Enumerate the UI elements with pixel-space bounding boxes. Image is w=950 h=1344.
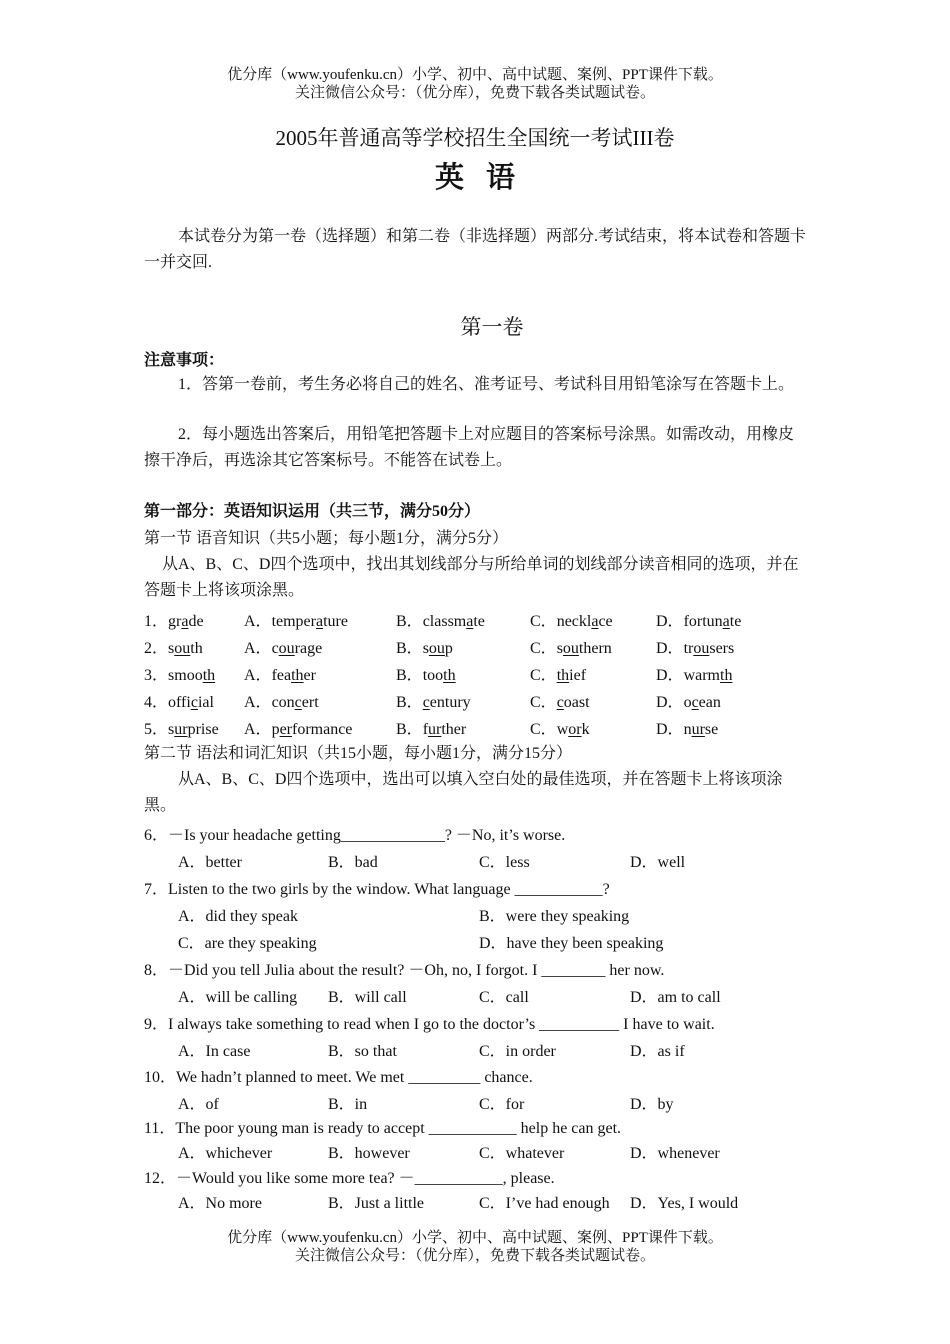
word-suffix: sers bbox=[709, 640, 735, 657]
word-suffix: ial bbox=[197, 694, 214, 711]
question-10-option-c[interactable]: C．for bbox=[479, 1096, 525, 1113]
underlined-sound: a bbox=[181, 613, 189, 630]
underlined-sound: ou bbox=[428, 640, 445, 657]
phonetic-4-option-c[interactable] bbox=[530, 689, 590, 712]
word-prefix: con bbox=[271, 694, 295, 711]
word-suffix: k bbox=[581, 721, 590, 738]
option-letter: C． bbox=[530, 694, 557, 711]
word-prefix: warm bbox=[683, 667, 720, 684]
question-8-option-d[interactable]: D．am to call bbox=[630, 989, 721, 1006]
question-12-option-b[interactable]: B．Just a little bbox=[328, 1195, 425, 1212]
question-11-option-a[interactable]: A．whichever bbox=[178, 1145, 273, 1162]
question-6-option-d[interactable]: D．well bbox=[630, 854, 686, 871]
underlined-sound: th bbox=[556, 667, 570, 684]
option-letter: C． bbox=[530, 640, 557, 657]
phonetic-3-option-b[interactable] bbox=[396, 662, 456, 685]
notice-item-1: 1．答第一卷前，考生务必将自己的姓名、准考证号、考试科目用铅笔涂写在答题卡上。 bbox=[178, 376, 795, 393]
question-12-option-a[interactable]: A．No more bbox=[178, 1195, 262, 1212]
word-prefix: s bbox=[556, 640, 563, 657]
word-prefix: c bbox=[271, 640, 279, 657]
question-6-option-c[interactable]: C．less bbox=[479, 854, 530, 871]
underlined-sound: c bbox=[556, 694, 564, 711]
word-suffix: te bbox=[729, 613, 742, 630]
volume-heading: 第一卷 bbox=[460, 315, 524, 339]
phonetic-3-option-a[interactable] bbox=[244, 662, 316, 685]
word-prefix: offi bbox=[168, 694, 191, 711]
header-line-2: 关注微信公众号：（优分库），免费下载各类试题试卷。 bbox=[294, 85, 655, 101]
underlined-sound: th bbox=[720, 667, 733, 684]
underlined-sound: ou bbox=[562, 640, 579, 657]
word-prefix: p bbox=[271, 721, 280, 738]
phonetic-3-option-d[interactable] bbox=[656, 662, 732, 685]
word-prefix: w bbox=[556, 721, 569, 738]
footer-line-2: 关注微信公众号：（优分库），免费下载各类试题试卷。 bbox=[294, 1248, 655, 1264]
underlined-sound: th bbox=[291, 667, 304, 684]
question-9-option-a[interactable]: A．In case bbox=[178, 1043, 251, 1060]
question-10-option-d[interactable]: D．by bbox=[630, 1096, 674, 1113]
underlined-sound: a bbox=[466, 613, 474, 630]
phonetic-4-option-a[interactable] bbox=[244, 689, 319, 712]
word-prefix: o bbox=[683, 694, 692, 711]
exam-subject: 英语 bbox=[434, 162, 537, 194]
exam-title: 2005年普通高等学校招生全国统一考试III卷 bbox=[275, 126, 675, 150]
question-11-option-d[interactable]: D．whenever bbox=[630, 1145, 720, 1162]
question-12-option-c[interactable]: C．I’ve had enough bbox=[479, 1195, 610, 1212]
phonetic-question-5 bbox=[144, 716, 219, 739]
phonetic-4-option-b[interactable] bbox=[396, 689, 471, 712]
underlined-sound: c bbox=[190, 694, 198, 711]
notice-item-2: 2．每小题选出答案后，用铅笔把答题卡上对应题目的答案标号涂黑。如需改动，用橡皮擦干净后，再选涂其它答案标号。不能答在试卷上。 bbox=[144, 426, 795, 469]
question-9-option-c[interactable]: C．in order bbox=[479, 1043, 556, 1060]
option-letter: A． bbox=[244, 613, 272, 630]
option-letter: C． bbox=[530, 721, 557, 738]
option-letter: D． bbox=[656, 694, 684, 711]
phonetic-2-option-d[interactable] bbox=[656, 635, 734, 658]
phonetic-question-4 bbox=[144, 689, 214, 712]
option-letter: C． bbox=[530, 613, 557, 630]
option-letter: B． bbox=[396, 721, 423, 738]
option-letter: D． bbox=[656, 613, 684, 630]
word-prefix: fortun bbox=[683, 613, 723, 630]
question-6-option-b[interactable]: B．bad bbox=[328, 854, 378, 871]
option-letter: A． bbox=[244, 640, 272, 657]
question-8-option-c[interactable]: C．call bbox=[479, 989, 529, 1006]
word-prefix: classm bbox=[422, 613, 467, 630]
word-prefix: neckl bbox=[556, 613, 592, 630]
question-10-stem: 10．We hadn’t planned to meet. We met _________ chance. bbox=[144, 1069, 533, 1086]
word-suffix: ief bbox=[569, 667, 587, 684]
underlined-sound: a bbox=[315, 613, 324, 630]
word-suffix: ther bbox=[441, 721, 467, 738]
word-suffix: ture bbox=[323, 613, 348, 630]
word-prefix: tr bbox=[683, 640, 694, 657]
underlined-sound: a bbox=[722, 613, 730, 630]
question-8-stem: 8．－Did you tell Julia about the result? －Oh, no, I forgot. I ________ her now. bbox=[144, 962, 665, 979]
footer-line-1: 优分库（www.youfenku.cn）小学、初中、高中试题、案例、PPT课件下载。 bbox=[227, 1230, 723, 1246]
word-suffix: oast bbox=[563, 694, 590, 711]
word-prefix: too bbox=[422, 667, 444, 684]
phonetic-question-2 bbox=[144, 635, 203, 658]
word-prefix: temper bbox=[271, 613, 316, 630]
word-prefix: s bbox=[168, 721, 175, 738]
question-number: 4． bbox=[144, 694, 169, 711]
phonetic-2-option-c[interactable] bbox=[530, 635, 612, 658]
question-7-option-a[interactable]: A．did they speak bbox=[178, 908, 298, 925]
section2-heading: 第二节 语法和词汇知识（共15小题，每小题1分，满分15分） bbox=[144, 745, 573, 762]
word-prefix: s bbox=[422, 640, 429, 657]
question-8-option-a[interactable]: A．will be calling bbox=[178, 989, 298, 1006]
exam-intro: 本试卷分为第一卷（选择题）和第二卷（非选择题）两部分.考试结束，将本试卷和答题卡一并交回. bbox=[144, 228, 807, 271]
phonetic-2-option-b[interactable] bbox=[396, 635, 453, 658]
phonetic-5-option-c[interactable] bbox=[530, 716, 590, 739]
underlined-sound: c bbox=[294, 694, 302, 711]
underlined-sound: th bbox=[443, 667, 456, 684]
question-7-option-c[interactable]: C．are they speaking bbox=[178, 935, 317, 952]
phonetic-1-option-b[interactable] bbox=[396, 608, 485, 631]
option-letter: D． bbox=[656, 667, 684, 684]
phonetic-5-option-b[interactable] bbox=[396, 716, 466, 739]
section2-instruction: 从A、B、C、D四个选项中，选出可以填入空白处的最佳选项，并在答题卡上将该项涂黑。 bbox=[144, 771, 783, 814]
option-letter: B． bbox=[396, 640, 423, 657]
option-letter: B． bbox=[396, 613, 423, 630]
word-suffix: er bbox=[303, 667, 316, 684]
question-7-option-b[interactable]: B．were they speaking bbox=[479, 908, 630, 925]
word-suffix: entury bbox=[429, 694, 471, 711]
word-prefix: s bbox=[168, 640, 175, 657]
underlined-sound: ou bbox=[174, 640, 191, 657]
phonetic-1-option-a[interactable] bbox=[244, 608, 348, 631]
underlined-sound: ur bbox=[428, 721, 442, 738]
question-9-option-d[interactable]: D．as if bbox=[630, 1043, 685, 1060]
word-suffix: prise bbox=[187, 721, 219, 738]
phonetic-1-option-c[interactable] bbox=[530, 608, 613, 631]
option-letter: B． bbox=[396, 667, 423, 684]
word-prefix: f bbox=[422, 721, 429, 738]
question-number: 1． bbox=[144, 613, 169, 630]
underlined-sound: ou bbox=[278, 640, 295, 657]
question-9-stem: 9．I always take something to read when I go to the doctor’s __________ I have to wait. bbox=[144, 1016, 715, 1033]
phonetic-4-option-d[interactable] bbox=[656, 689, 721, 712]
option-letter: A． bbox=[244, 721, 272, 738]
question-6-stem: 6．－Is your headache getting_____________? －No, it’s worse. bbox=[144, 827, 566, 844]
word-prefix: fea bbox=[271, 667, 292, 684]
option-letter: D． bbox=[656, 721, 684, 738]
word-suffix: formance bbox=[292, 721, 353, 738]
phonetic-1-option-d[interactable] bbox=[656, 608, 741, 631]
word-suffix: ce bbox=[598, 613, 613, 630]
word-suffix: p bbox=[444, 640, 453, 657]
question-8-option-b[interactable]: B．will call bbox=[328, 989, 407, 1006]
word-suffix: de bbox=[188, 613, 204, 630]
underlined-sound: ur bbox=[691, 721, 705, 738]
word-suffix: ean bbox=[698, 694, 721, 711]
word-suffix: thern bbox=[578, 640, 612, 657]
word-suffix: rage bbox=[294, 640, 323, 657]
underlined-sound: c bbox=[422, 694, 430, 711]
question-7-stem: 7．Listen to the two girls by the window. What language ___________? bbox=[144, 881, 610, 898]
question-number: 2． bbox=[144, 640, 169, 657]
question-7-option-d[interactable]: D．have they been speaking bbox=[479, 935, 664, 952]
question-12-stem: 12．－Would you like some more tea? －___________, please. bbox=[144, 1170, 555, 1187]
option-letter: D． bbox=[656, 640, 684, 657]
word-suffix: se bbox=[704, 721, 719, 738]
option-letter: A． bbox=[244, 667, 272, 684]
question-6-option-a[interactable]: A．better bbox=[178, 854, 242, 871]
underlined-sound: c bbox=[691, 694, 699, 711]
phonetic-question-1 bbox=[144, 608, 204, 631]
word-prefix: smoo bbox=[168, 667, 203, 684]
question-11-stem: 11．The poor young man is ready to accept ___________ help he can get. bbox=[144, 1120, 622, 1137]
underlined-sound: ur bbox=[174, 721, 188, 738]
word-prefix: n bbox=[683, 721, 692, 738]
question-10-option-a[interactable]: A．of bbox=[178, 1096, 219, 1113]
part1-heading: 第一部分：英语知识运用（共三节，满分50分） bbox=[144, 503, 481, 520]
phonetic-question-3 bbox=[144, 662, 215, 685]
underlined-sound: er bbox=[279, 721, 292, 738]
option-letter: C． bbox=[530, 667, 557, 684]
question-12-option-d[interactable]: D．Yes, I would bbox=[630, 1195, 739, 1212]
notice-heading: 注意事项： bbox=[144, 352, 225, 369]
underlined-sound: th bbox=[202, 667, 216, 684]
option-letter: A． bbox=[244, 694, 272, 711]
word-suffix: te bbox=[473, 613, 485, 630]
section1-heading: 第一节 语音知识（共5小题；每小题1分，满分5分） bbox=[144, 530, 509, 547]
header-line-1: 优分库（www.youfenku.cn）小学、初中、高中试题、案例、PPT课件下载。 bbox=[227, 67, 723, 83]
word-suffix: ert bbox=[301, 694, 319, 711]
question-10-option-b[interactable]: B．in bbox=[328, 1096, 368, 1113]
phonetic-3-option-c[interactable] bbox=[530, 662, 586, 685]
phonetic-2-option-a[interactable] bbox=[244, 635, 322, 658]
section1-instruction: 从A、B、C、D四个选项中，找出其划线部分与所给单词的划线部分读音相同的选项，并在答题卡上将该项涂黑。 bbox=[144, 556, 799, 599]
word-suffix: th bbox=[190, 640, 203, 657]
phonetic-5-option-d[interactable] bbox=[656, 716, 718, 739]
question-9-option-b[interactable]: B．so that bbox=[328, 1043, 397, 1060]
underlined-sound: ou bbox=[693, 640, 710, 657]
phonetic-5-option-a[interactable] bbox=[244, 716, 352, 739]
word-prefix: gr bbox=[168, 613, 182, 630]
option-letter: B． bbox=[396, 694, 423, 711]
question-number: 3． bbox=[144, 667, 169, 684]
underlined-sound: or bbox=[568, 721, 582, 738]
underlined-sound: a bbox=[591, 613, 599, 630]
question-11-option-c[interactable]: C．whatever bbox=[479, 1145, 565, 1162]
question-11-option-b[interactable]: B．however bbox=[328, 1145, 410, 1162]
question-number: 5． bbox=[144, 721, 169, 738]
